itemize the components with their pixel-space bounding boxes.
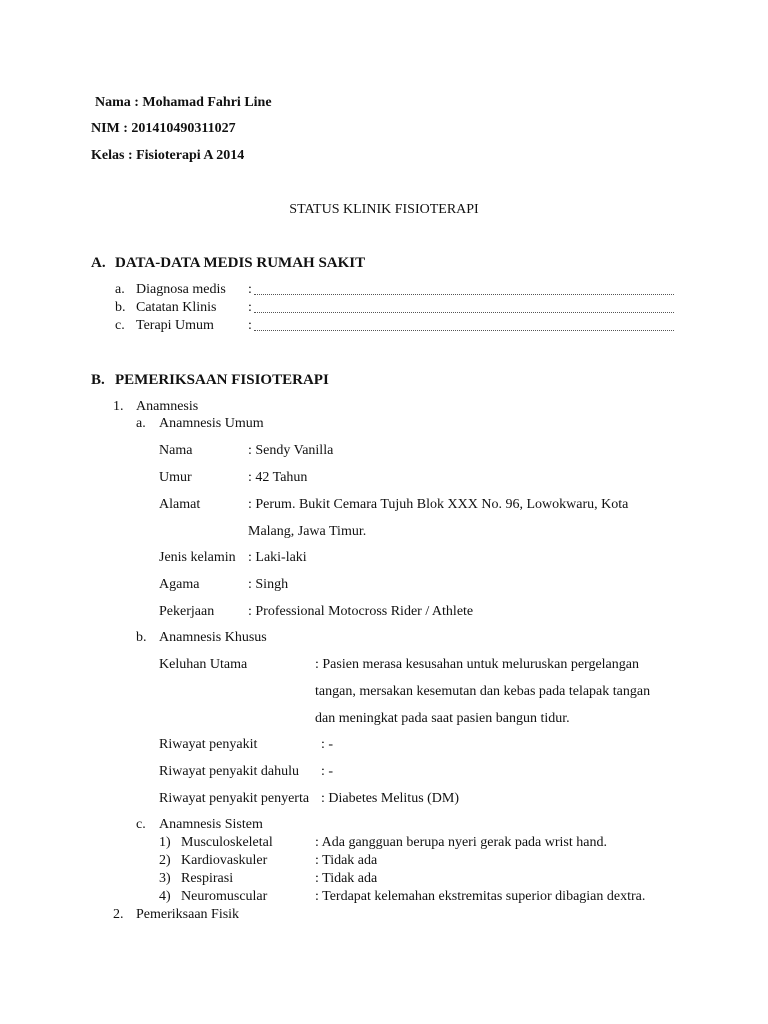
riwayat-penyakit-label: Riwayat penyakit (159, 737, 258, 752)
sistem-value-respirasi: : Tidak ada (315, 871, 378, 886)
list-marker: c. (115, 318, 125, 333)
keluhan-utama-line-2: tangan, mersakan kesemutan dan kebas pada telapak tangan (315, 684, 651, 699)
field-value-alamat: : Perum. Bukit Cemara Tujuh Blok XXX No. 96, Lowokwaru, Kota (248, 497, 629, 512)
riwayat-penyerta-value: : Diabetes Melitus (DM) (321, 791, 460, 806)
field-value-nama: : Sendy Vanilla (248, 443, 334, 458)
catatan-label: Catatan Klinis (136, 300, 217, 315)
sistem-label-kardiovaskuler: Kardiovaskuler (181, 853, 268, 868)
list-marker: 1. (113, 399, 124, 414)
keluhan-utama-label: Keluhan Utama (159, 657, 248, 672)
field-value-pekerjaan: : Professional Motocross Rider / Athlete (248, 604, 474, 619)
sistem-label-neuromuscular: Neuromuscular (181, 889, 268, 904)
catatan-blank-line (254, 312, 674, 313)
keluhan-utama-line-3: dan meningkat pada saat pasien bangun tidur. (315, 711, 570, 726)
student-name: Nama : Mohamad Fahri Line (95, 95, 272, 110)
document-title: STATUS KLINIK FISIOTERAPI (289, 202, 479, 217)
list-marker: 2. (113, 907, 124, 922)
anamnesis-umum-label: Anamnesis Umum (159, 416, 264, 431)
terapi-blank-line (254, 330, 674, 331)
riwayat-penyerta-label: Riwayat penyakit penyerta (159, 791, 310, 806)
section-a-letter: A. (91, 255, 106, 271)
section-a-heading: DATA-DATA MEDIS RUMAH SAKIT (115, 255, 366, 271)
section-b-heading: PEMERIKSAAN FISIOTERAPI (115, 372, 329, 388)
list-marker: b. (136, 630, 147, 645)
field-value-jenis-kelamin: : Laki-laki (248, 550, 307, 565)
sistem-marker: 3) (159, 871, 171, 886)
anamnesis-label: Anamnesis (136, 399, 199, 414)
list-marker: a. (136, 416, 146, 431)
sistem-label-musculoskeletal: Musculoskeletal (181, 835, 273, 850)
field-label-nama: Nama (159, 443, 193, 458)
field-label-alamat: Alamat (159, 497, 201, 512)
field-value-agama: : Singh (248, 577, 289, 592)
keluhan-utama-line-1: : Pasien merasa kesusahan untuk meluruskan pergelangan (315, 657, 639, 672)
field-label-jenis-kelamin: Jenis kelamin (159, 550, 236, 565)
catatan-colon: : (248, 300, 252, 315)
student-nim: NIM : 201410490311027 (91, 121, 236, 136)
field-label-agama: Agama (159, 577, 200, 592)
riwayat-dahulu-label: Riwayat penyakit dahulu (159, 764, 299, 779)
diagnosa-blank-line (254, 294, 674, 295)
section-b-letter: B. (91, 372, 105, 388)
list-marker: c. (136, 817, 146, 832)
sistem-marker: 4) (159, 889, 171, 904)
field-label-pekerjaan: Pekerjaan (159, 604, 215, 619)
list-marker: a. (115, 282, 125, 297)
sistem-value-musculoskeletal: : Ada gangguan berupa nyeri gerak pada wrist hand. (315, 835, 607, 850)
riwayat-dahulu-value: : - (321, 764, 334, 779)
diagnosa-label: Diagnosa medis (136, 282, 226, 297)
diagnosa-colon: : (248, 282, 252, 297)
terapi-label: Terapi Umum (136, 318, 214, 333)
student-class: Kelas : Fisioterapi A 2014 (91, 148, 245, 163)
sistem-label-respirasi: Respirasi (181, 871, 234, 886)
list-marker: b. (115, 300, 126, 315)
field-value-umur: : 42 Tahun (248, 470, 308, 485)
riwayat-penyakit-value: : - (321, 737, 334, 752)
sistem-value-neuromuscular: : Terdapat kelemahan ekstremitas superior dibagian dextra. (315, 889, 646, 904)
field-value-alamat-cont: Malang, Jawa Timur. (248, 524, 367, 539)
field-label-umur: Umur (159, 470, 192, 485)
sistem-value-kardiovaskuler: : Tidak ada (315, 853, 378, 868)
pemeriksaan-fisik-label: Pemeriksaan Fisik (136, 907, 240, 922)
anamnesis-khusus-label: Anamnesis Khusus (159, 630, 267, 645)
sistem-marker: 1) (159, 835, 171, 850)
sistem-marker: 2) (159, 853, 171, 868)
anamnesis-sistem-label: Anamnesis Sistem (159, 817, 263, 832)
terapi-colon: : (248, 318, 252, 333)
